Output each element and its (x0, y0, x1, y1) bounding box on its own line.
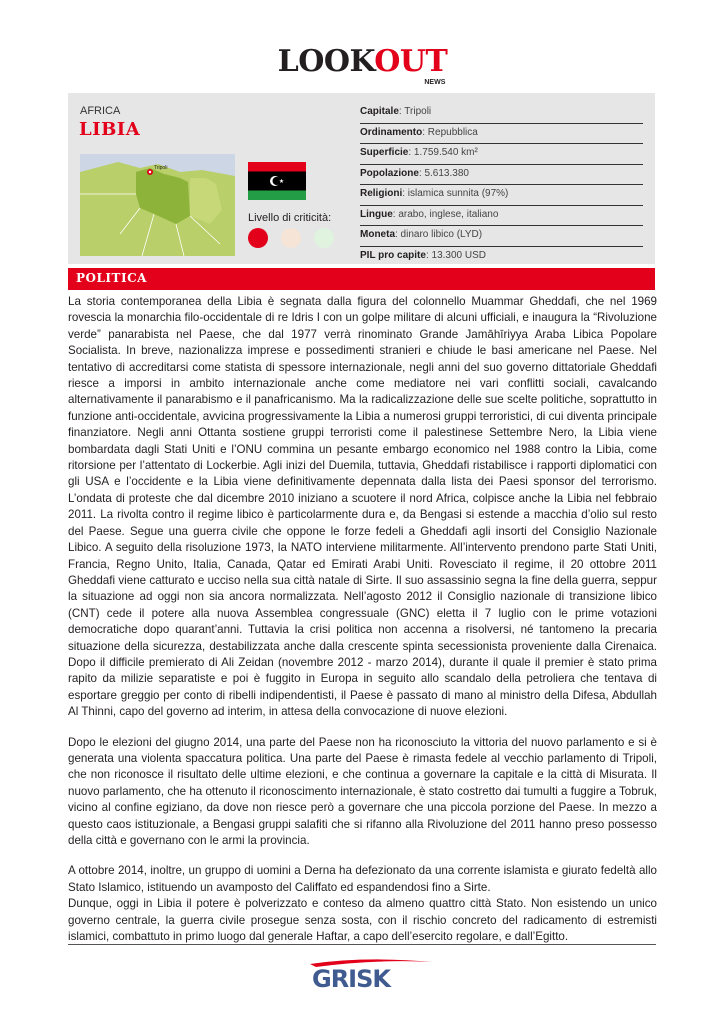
grisk-logo (306, 958, 436, 992)
libya-flag-icon (248, 162, 306, 200)
fact-superficie: Superficie: 1.759.540 km² (360, 144, 643, 165)
section-title: POLITICA (76, 271, 147, 285)
fact-ordinamento: Ordinamento: Repubblica (360, 124, 643, 145)
region-label: AFRICA (80, 105, 121, 117)
country-info-box (68, 93, 655, 264)
fact-religioni: Religioni: islamica sunnita (97%) (360, 185, 643, 206)
criticality-indicator-high (248, 228, 268, 248)
country-name: LIBIA (79, 119, 141, 140)
criticality-indicator-medium (281, 228, 301, 248)
logo-look-text: LOOK (277, 44, 375, 79)
fact-capitale: Capitale: Tripoli (360, 103, 643, 124)
criticality-indicator-low (314, 228, 334, 248)
libya-map-graphic (80, 154, 235, 256)
paragraph: La storia contemporanea della Libia è segnata dalla figura del colonnello Muammar Gheddafi, che nel 1969 rovescia la monarchia filo-occidentale di re Idris I con un golpe militare di alcuni ufficiali, e inaugura la “Rivoluzione verde” panarabista nel Paese, che dal 1977 verrà rinominato Grande Jamāhīriyya Araba Libica Popolare Socialista. In breve, nazionalizza imprese e possedimenti stranieri e chiude le basi americane nel Paese. Nel tentativo di accreditarsi come statista di spessore internazionale, negli anni del suo governo dittatoriale Gheddafi riesce a imporsi in ambito internazionale anche come mediatore nei vari conflitti sociali, cavalcando alternativamente il panarabismo e il panafricanismo. Ma la radicalizzazione delle sue scelte politiche, soprattutto in funzione anti-occidentale, avvicina progressivamente la Libia a numerosi gruppi terroristici, di cui diventa principale finanziatore. Negli anni Ottanta sostiene gruppi terroristi come il palestinese Settembre Nero, la Libia viene bombardata dagli Stati Uniti e l’ONU commina un pesante embargo economico nel 1988 contro la Libia, come ritorsione per l’attentato di Lockerbie. Agli inizi del Duemila, tuttavia, Gheddafi ristabilisce i rapporti diplomatici con gli USA e l’occidente e la Libia viene definitivamente depennata dalla lista dei Paesi sponsor del terrorismo. L’ondata di proteste che dal dicembre 2010 iniziano a scuotere il nord Africa, colpisce anche la Libia nel febbraio 2011. La rivolta contro il regime libico è particolarmente dura e, da Bengasi si estende a macchia d’olio sul resto del Paese. Segue una guerra civile che oppone le forze fedeli a Gheddafi agli insorti del Consiglio Nazionale Libico. A seguito della risoluzione 1973, la NATO interviene militarmente. All’intervento prendono parte Stati Uniti, Francia, Regno Unito, Italia, Canada, Qatar ed Emirati Arabi Uniti. Rovesciato il regime, il 20 ottobre 2011 Gheddafi viene catturato e ucciso nella sua città natale di Sirte. Il suo assassinio segna la fine della guerra, seppur la situazione ad oggi non sia ancora normalizzata. Nell’agosto 2012 il Consiglio nazionale di transizione libico (CNT) cede il potere alla nuova Assemblea congressuale (GNC) eletta il 7 luglio con le prime votazioni democratiche dopo quarant’anni. Tuttavia la crisi politica non accenna a risolversi, né tantomeno la precaria situazione della sicurezza, destabilizzata anche dalla crescente spinta secessionista proveniente dalla Cirenaica. Dopo il difficile premierato di Ali Zeidan (novembre 2012 - marzo 2014), durante il quale il premier è stato prima rapito da milizie separatiste e poi è fuggito in Europa in seguito allo scandalo della petroliera che tentava di esportare greggio per conto di ribelli indipendentisti, il Paese è passato di mano al ministro della Difesa, Abdullah Al Thinni, capo del governo ad interim, in attesa della convocazione di nuove elezioni. (68, 295, 657, 719)
fact-lingue: Lingue: arabo, inglese, italiano (360, 206, 643, 227)
country-facts-list (360, 103, 643, 267)
paragraph: Dunque, oggi in Libia il potere è polverizzato e conteso da almeno quattro città Stato. Non esistendo un unico governo centrale, la guerra civile prosegue senza sosta, con il rischio concreto del radicamento di estremisti islamici, combattuto in primo luogo dal generale Haftar, a capo dell’esercito regolare, e dall’Egitto. (68, 897, 657, 944)
fact-moneta: Moneta: dinaro libico (LYD) (360, 226, 643, 247)
country-map (80, 154, 235, 256)
fact-pil-pro-capite: PIL pro capite: 13.300 USD (360, 249, 486, 261)
map-city-label: Tripoli (154, 165, 168, 171)
logo-news-text: NEWS (424, 79, 446, 86)
footer-divider (68, 944, 656, 945)
logo-out-text: OUT (374, 44, 448, 79)
lookout-news-logo (0, 44, 725, 86)
paragraph: A ottobre 2014, inoltre, un gruppo di uomini a Derna ha defezionato da una corrente islamista e giurato fedeltà allo Stato Islamico, istituendo un avamposto del Califfato ed espandendosi fino a Sirte. (68, 864, 657, 894)
grisk-logo-text: GRISK (312, 965, 390, 992)
article-body (68, 294, 657, 959)
fact-popolazione: Popolazione: 5.613.380 (360, 165, 643, 186)
criticality-label: Livello di criticità: (248, 212, 332, 224)
paragraph: Dopo le elezioni del giugno 2014, una parte del Paese non ha riconosciuto la vittoria del nuovo parlamento e si è generata una violenta spaccatura politica. Una parte del Paese è rimasta fedele al vecchio parlamento di Tripoli, che non riconosce il risultato delle ultime elezioni, e che continua a governare la capitale e la città di Misurata. Il nuovo parlamento, che ha ottenuto il riconoscimento internazionale, è stato costretto dai tumulti a fuggire a Tobruk, vicino al confine egiziano, da dove non riesce però a governare che una piccola porzione del Paese. In mezzo a questo caos istituzionale, a Bengasi gruppi salafiti che si rifanno alla Rivoluzione del 2011 hanno preso possesso della città e governano con le armi la provincia. (68, 735, 657, 847)
section-header-bar (68, 268, 655, 290)
